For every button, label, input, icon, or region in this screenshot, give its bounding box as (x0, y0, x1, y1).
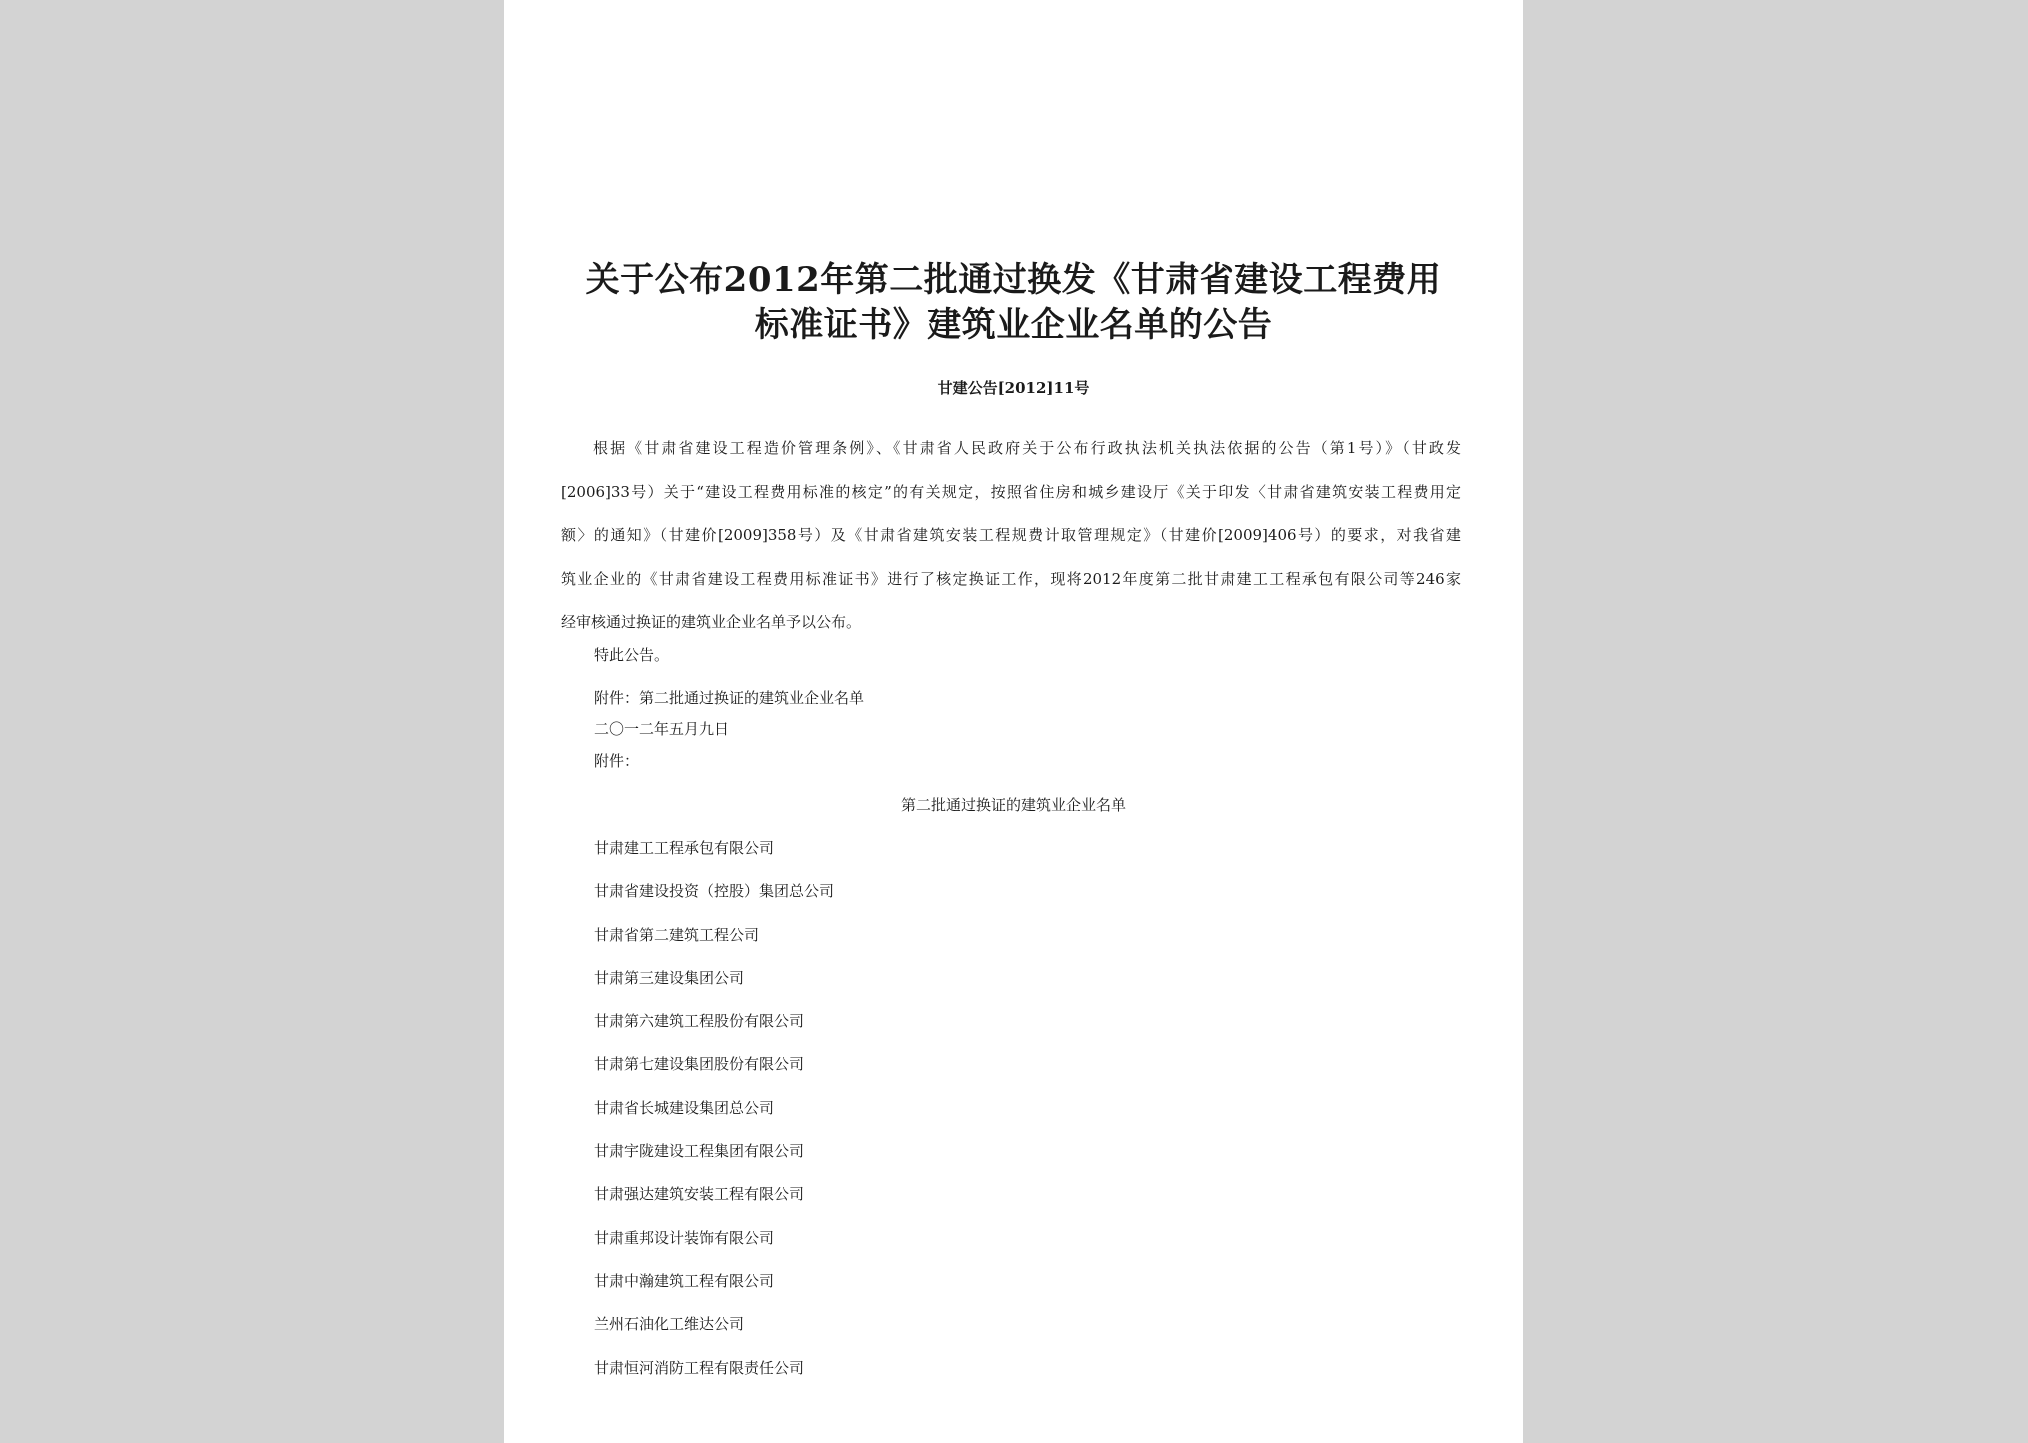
list-item: 甘肃第三建设集团公司 (594, 968, 745, 987)
list-item: 甘肃宇陇建设工程集团有限公司 (594, 1142, 805, 1161)
list-item: 兰州石油化工维达公司 (594, 1315, 745, 1334)
list-item: 甘肃省长城建设集团总公司 (594, 1098, 775, 1117)
list-item: 甘肃第七建设集团股份有限公司 (594, 1055, 805, 1074)
list-item: 甘肃中瀚建筑工程有限公司 (594, 1271, 775, 1290)
document-date: 二〇一二年五月九日 (594, 720, 730, 738)
list-item: 甘肃重邦设计装饰有限公司 (594, 1228, 775, 1247)
document-number: 甘建公告[2012]11号 (937, 379, 1090, 397)
document-page (504, 0, 1523, 1443)
company-list (594, 838, 834, 1401)
attachment-label: 附件： (594, 752, 640, 770)
closing-text: 特此公告。 (594, 646, 670, 664)
body-line: 额〉的通知》（甘建价[2009]358号）及《甘肃省建筑安装工程规费计取管理规定》（甘建价[2009]406号）的要求，对我省建 (561, 526, 1461, 544)
list-item: 甘肃强达建筑安装工程有限公司 (594, 1185, 805, 1204)
list-item: 甘肃第六建筑工程股份有限公司 (594, 1012, 805, 1031)
document-title (504, 258, 1523, 348)
body-line: 根据《甘肃省建设工程造价管理条例》、《甘肃省人民政府关于公布行政执法机关执法依据的公告（第1号）》（甘政发 (593, 439, 1461, 457)
title-line-2: 标准证书》建筑业企业名单的公告 (754, 305, 1273, 345)
title-line-1: 关于公布2012年第二批通过换发《甘肃省建设工程费用 (585, 260, 1442, 300)
list-item: 甘肃省第二建筑工程公司 (594, 925, 760, 944)
list-title: 第二批通过换证的建筑业企业名单 (900, 796, 1126, 814)
body-line: [2006]33号）关于“建设工程费用标准的核定”的有关规定，按照省住房和城乡建设厅《关于印发〈甘肃省建筑安装工程费用定 (561, 482, 1461, 501)
body-line: 经审核通过换证的建筑业企业名单予以公布。 (561, 613, 862, 631)
list-item: 甘肃建工工程承包有限公司 (594, 839, 775, 857)
body-paragraph (561, 427, 1461, 645)
attachment-note: 附件：第二批通过换证的建筑业企业名单 (594, 689, 865, 707)
list-item: 甘肃恒河消防工程有限责任公司 (594, 1358, 805, 1377)
list-item: 甘肃省建设投资（控股）集团总公司 (594, 882, 835, 901)
body-line: 筑业企业的《甘肃省建设工程费用标准证书》进行了核定换证工作，现将2012年度第二批甘肃建工工程承包有限公司等246家 (561, 569, 1461, 588)
